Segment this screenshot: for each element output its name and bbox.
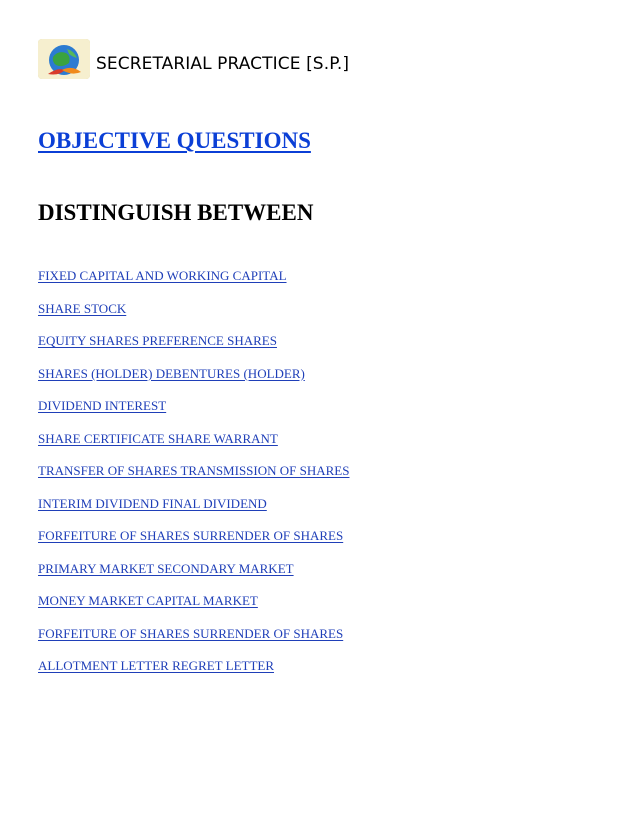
topic-link-money-capital-market[interactable]: MONEY MARKET CAPITAL MARKET [38, 593, 258, 608]
topic-link-shares-debentures[interactable]: SHARES (HOLDER) DEBENTURES (HOLDER) [38, 365, 305, 381]
topic-item [38, 496, 349, 529]
topic-item [38, 398, 349, 431]
topic-item [38, 301, 349, 334]
topic-item [38, 268, 349, 301]
page-header [38, 37, 349, 81]
distinguish-between-heading: DISTINGUISH BETWEEN [38, 200, 314, 225]
topic-link-forfeiture-surrender-repeat[interactable]: FORFEITURE OF SHARES SURRENDER OF SHARES [38, 625, 344, 641]
topic-item [38, 658, 349, 691]
topic-link-forfeiture-surrender[interactable]: FORFEITURE OF SHARES SURRENDER OF SHARES [38, 528, 344, 543]
topic-item [38, 528, 349, 561]
topic-item [38, 431, 349, 464]
topic-link-dividend-interest[interactable]: DIVIDEND INTEREST [38, 398, 167, 413]
topic-link-allotment-regret-letter[interactable]: ALLOTMENT LETTER REGRET LETTER [38, 658, 275, 673]
topic-item [38, 626, 349, 659]
topic-item [38, 366, 349, 399]
topic-link-certificate-warrant[interactable]: SHARE CERTIFICATE SHARE WARRANT [38, 430, 278, 446]
topic-item [38, 561, 349, 594]
omtex-logo [38, 39, 90, 79]
topic-item [38, 463, 349, 496]
page-title: SECRETARIAL PRACTICE [S.P.] [96, 54, 350, 74]
topic-link-interim-final-dividend[interactable]: INTERIM DIVIDEND FINAL DIVIDEND [38, 495, 267, 511]
objective-questions-link[interactable]: OBJECTIVE QUESTIONS [38, 128, 311, 153]
topic-link-primary-secondary-market[interactable]: PRIMARY MARKET SECONDARY MARKET [38, 560, 294, 576]
topic-item [38, 593, 349, 626]
topic-link-share-stock[interactable]: SHARE STOCK [38, 300, 127, 316]
topic-list [38, 268, 349, 691]
topic-link-transfer-transmission[interactable]: TRANSFER OF SHARES TRANSMISSION OF SHARES [38, 463, 350, 478]
topic-link-fixed-working-capital[interactable]: FIXED CAPITAL AND WORKING CAPITAL [38, 268, 287, 283]
topic-item [38, 333, 349, 366]
topic-link-equity-preference-shares[interactable]: EQUITY SHARES PREFERENCE SHARES [38, 333, 277, 348]
